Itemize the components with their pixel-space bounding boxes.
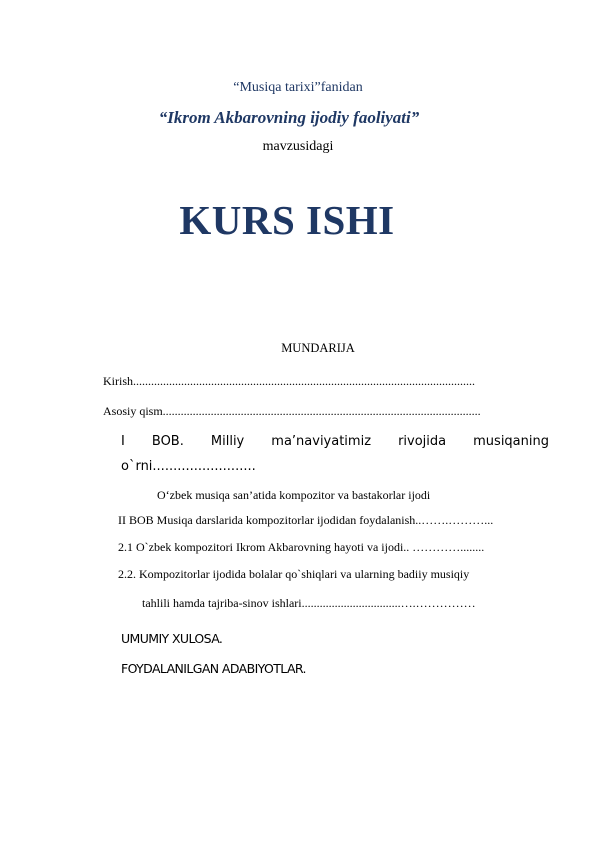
topic-title: “Ikrom Akbarovning ijodiy faoliyati” (158, 108, 420, 127)
toc-asosiy: Asosiy qism.......................................................................................................... (103, 404, 481, 418)
toc-bob1-word: BOB. (151, 434, 184, 449)
toc-item-2-2-line2: tahlili hamda tajriba-sinov ishlari.................................….…………… (142, 596, 476, 610)
toc-bob1-word: musiqaning (473, 434, 549, 449)
toc-item-2-2: 2.2. Kompozitorlar ijodida bolalar qo`shiqlari va ularning badiiy musiqiy (118, 567, 470, 581)
toc-bob1-word: Milliy (210, 434, 245, 449)
toc-item-2-1: 2.1 O`zbek kompozitori Ikrom Akbarovning hayoti va ijodi.. …………........ (118, 540, 485, 554)
toc-kirish: Kirish.................................................................................................................. (103, 374, 475, 388)
contents-heading: MUNDARIJA (281, 341, 355, 355)
toc-bob1-word: ma’naviyatimiz (271, 434, 372, 449)
subject-line: “Musiqa tarixi”fanidan (233, 80, 363, 95)
topic-suffix: mavzusidagi (262, 139, 334, 154)
toc-bob1-word: I (121, 434, 125, 449)
toc-bob1-line2: o`rni......................... (121, 459, 256, 474)
toc-conclusion: UMUMIY XULOSA. (121, 631, 223, 646)
toc-references: FOYDALANILGAN ADABIYOTLAR. (121, 661, 306, 676)
toc-bob1-word: rivojida (398, 434, 447, 449)
toc-bob1-line1 (121, 434, 549, 449)
document-title: KURS ISHI (179, 197, 395, 243)
toc-bob2: II BOB Musiqa darslarida kompozitorlar ijodidan foydalanish..…….………... (118, 513, 494, 527)
toc-bob1-subtitle: O‘zbek musiqa san’atida kompozitor va bastakorlar ijodi (157, 488, 431, 502)
